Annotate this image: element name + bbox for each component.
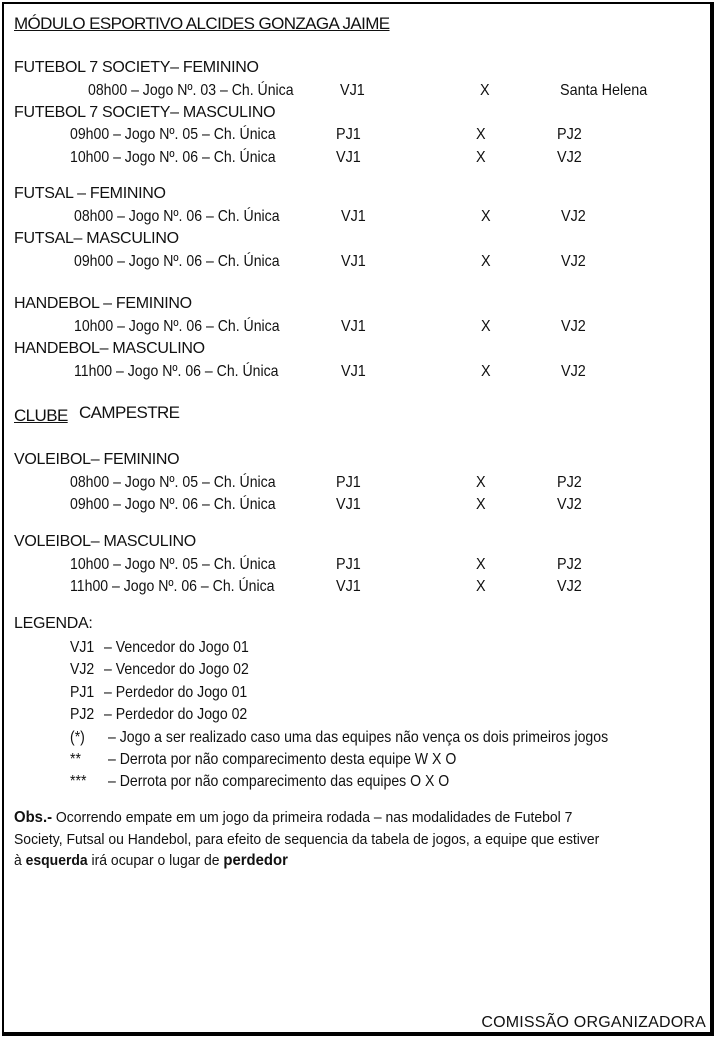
legend-text: – Derrota por não comparecimento desta equipe W X O (108, 751, 457, 768)
game-time: 10h00 – Jogo Nº. 06 – Ch. Única (74, 318, 280, 335)
team-b: VJ2 (557, 496, 582, 513)
venue-title: CLUBE (14, 406, 68, 425)
section-title: FUTEBOL 7 SOCIETY– MASCULINO (14, 104, 276, 121)
game-time: 11h00 – Jogo Nº. 06 – Ch. Única (70, 578, 275, 595)
team-a: VJ1 (336, 496, 361, 513)
game-time: 08h00 – Jogo Nº. 05 – Ch. Única (70, 474, 276, 491)
team-a: VJ1 (341, 318, 366, 335)
obs-line-1 (14, 809, 572, 827)
legend-text: – Perdedor do Jogo 01 (104, 684, 248, 701)
obs-text-1: Ocorrendo empate em um jogo da primeira rodada – nas modalidades de Futebol 7 (55, 809, 573, 826)
legend-key: VJ1 (70, 639, 95, 656)
obs-emphasis-loser: perdedor (223, 852, 288, 869)
legend-text: – Derrota por não comparecimento das equipes O X O (108, 773, 450, 790)
team-b: VJ2 (557, 578, 582, 595)
section-title: VOLEIBOL– MASCULINO (14, 533, 196, 550)
legend-text: – Vencedor do Jogo 01 (104, 639, 249, 656)
section-title: FUTSAL – FEMININO (14, 185, 166, 202)
game-time: 08h00 – Jogo Nº. 03 – Ch. Única (88, 82, 294, 99)
team-b: VJ2 (561, 363, 586, 380)
team-b: VJ2 (561, 253, 586, 270)
game-time: 09h00 – Jogo Nº. 06 – Ch. Única (74, 253, 280, 270)
versus: X (481, 253, 491, 270)
legend-key: (*) (70, 729, 85, 746)
game-time: 10h00 – Jogo Nº. 05 – Ch. Única (70, 556, 276, 573)
versus: X (476, 149, 486, 166)
versus: X (480, 82, 490, 99)
page-title: MÓDULO ESPORTIVO ALCIDES GONZAGA JAIME (14, 14, 390, 33)
legend-key: PJ1 (70, 684, 95, 701)
team-a: PJ1 (336, 556, 361, 573)
organizing-committee: COMISSÃO ORGANIZADORA (481, 1014, 706, 1031)
team-a: VJ1 (340, 82, 365, 99)
team-b: VJ2 (561, 208, 586, 225)
team-b: VJ2 (557, 149, 582, 166)
versus: X (476, 556, 486, 573)
team-b: PJ2 (557, 126, 582, 143)
game-time: 09h00 – Jogo Nº. 06 – Ch. Única (70, 496, 276, 513)
game-time: 11h00 – Jogo Nº. 06 – Ch. Única (74, 363, 279, 380)
section-title: FUTEBOL 7 SOCIETY– FEMININO (14, 59, 259, 76)
versus: X (481, 318, 491, 335)
section-title: HANDEBOL– MASCULINO (14, 340, 205, 357)
obs-line-2: Society, Futsal ou Handebol, para efeito de sequencia da tabela de jogos, a equipe que estiver (14, 831, 600, 848)
legend-text: – Perdedor do Jogo 02 (104, 706, 248, 723)
section-title: HANDEBOL – FEMININO (14, 295, 192, 312)
team-a: VJ1 (336, 149, 361, 166)
versus: X (476, 578, 486, 595)
game-time: 10h00 – Jogo Nº. 06 – Ch. Única (70, 149, 276, 166)
legend-text: – Jogo a ser realizado caso uma das equipes não vença os dois primeiros jogos (108, 729, 609, 746)
versus: X (476, 126, 486, 143)
legend-key: PJ2 (70, 706, 95, 723)
team-b: PJ2 (557, 556, 582, 573)
legend-text: – Vencedor do Jogo 02 (104, 661, 249, 678)
game-time: 09h00 – Jogo Nº. 05 – Ch. Única (70, 126, 276, 143)
team-a: VJ1 (341, 208, 366, 225)
legend-key: VJ2 (70, 661, 95, 678)
legend-key: ** (70, 751, 81, 768)
obs-text-3a: à (14, 852, 22, 869)
schedule-page (2, 2, 714, 1036)
team-b: VJ2 (561, 318, 586, 335)
versus: X (481, 208, 491, 225)
versus: X (481, 363, 491, 380)
team-a: VJ1 (336, 578, 361, 595)
team-a: PJ1 (336, 126, 361, 143)
section-title: FUTSAL– MASCULINO (14, 230, 179, 247)
team-b: PJ2 (557, 474, 582, 491)
versus: X (476, 474, 486, 491)
obs-line-3 (14, 852, 288, 870)
obs-emphasis-left: esquerda (25, 852, 88, 869)
obs-label: Obs.- (14, 809, 53, 826)
team-a: PJ1 (336, 474, 361, 491)
team-a: VJ1 (341, 253, 366, 270)
obs-text-3b: irá ocupar o lugar de (91, 852, 220, 869)
venue-title-cont: CAMPESTRE (79, 403, 180, 422)
team-a: VJ1 (341, 363, 366, 380)
versus: X (476, 496, 486, 513)
legend-title: LEGENDA: (14, 615, 93, 632)
team-b: Santa Helena (560, 82, 648, 99)
game-time: 08h00 – Jogo Nº. 06 – Ch. Única (74, 208, 280, 225)
legend-key: *** (70, 773, 87, 790)
section-title: VOLEIBOL– FEMININO (14, 451, 180, 468)
